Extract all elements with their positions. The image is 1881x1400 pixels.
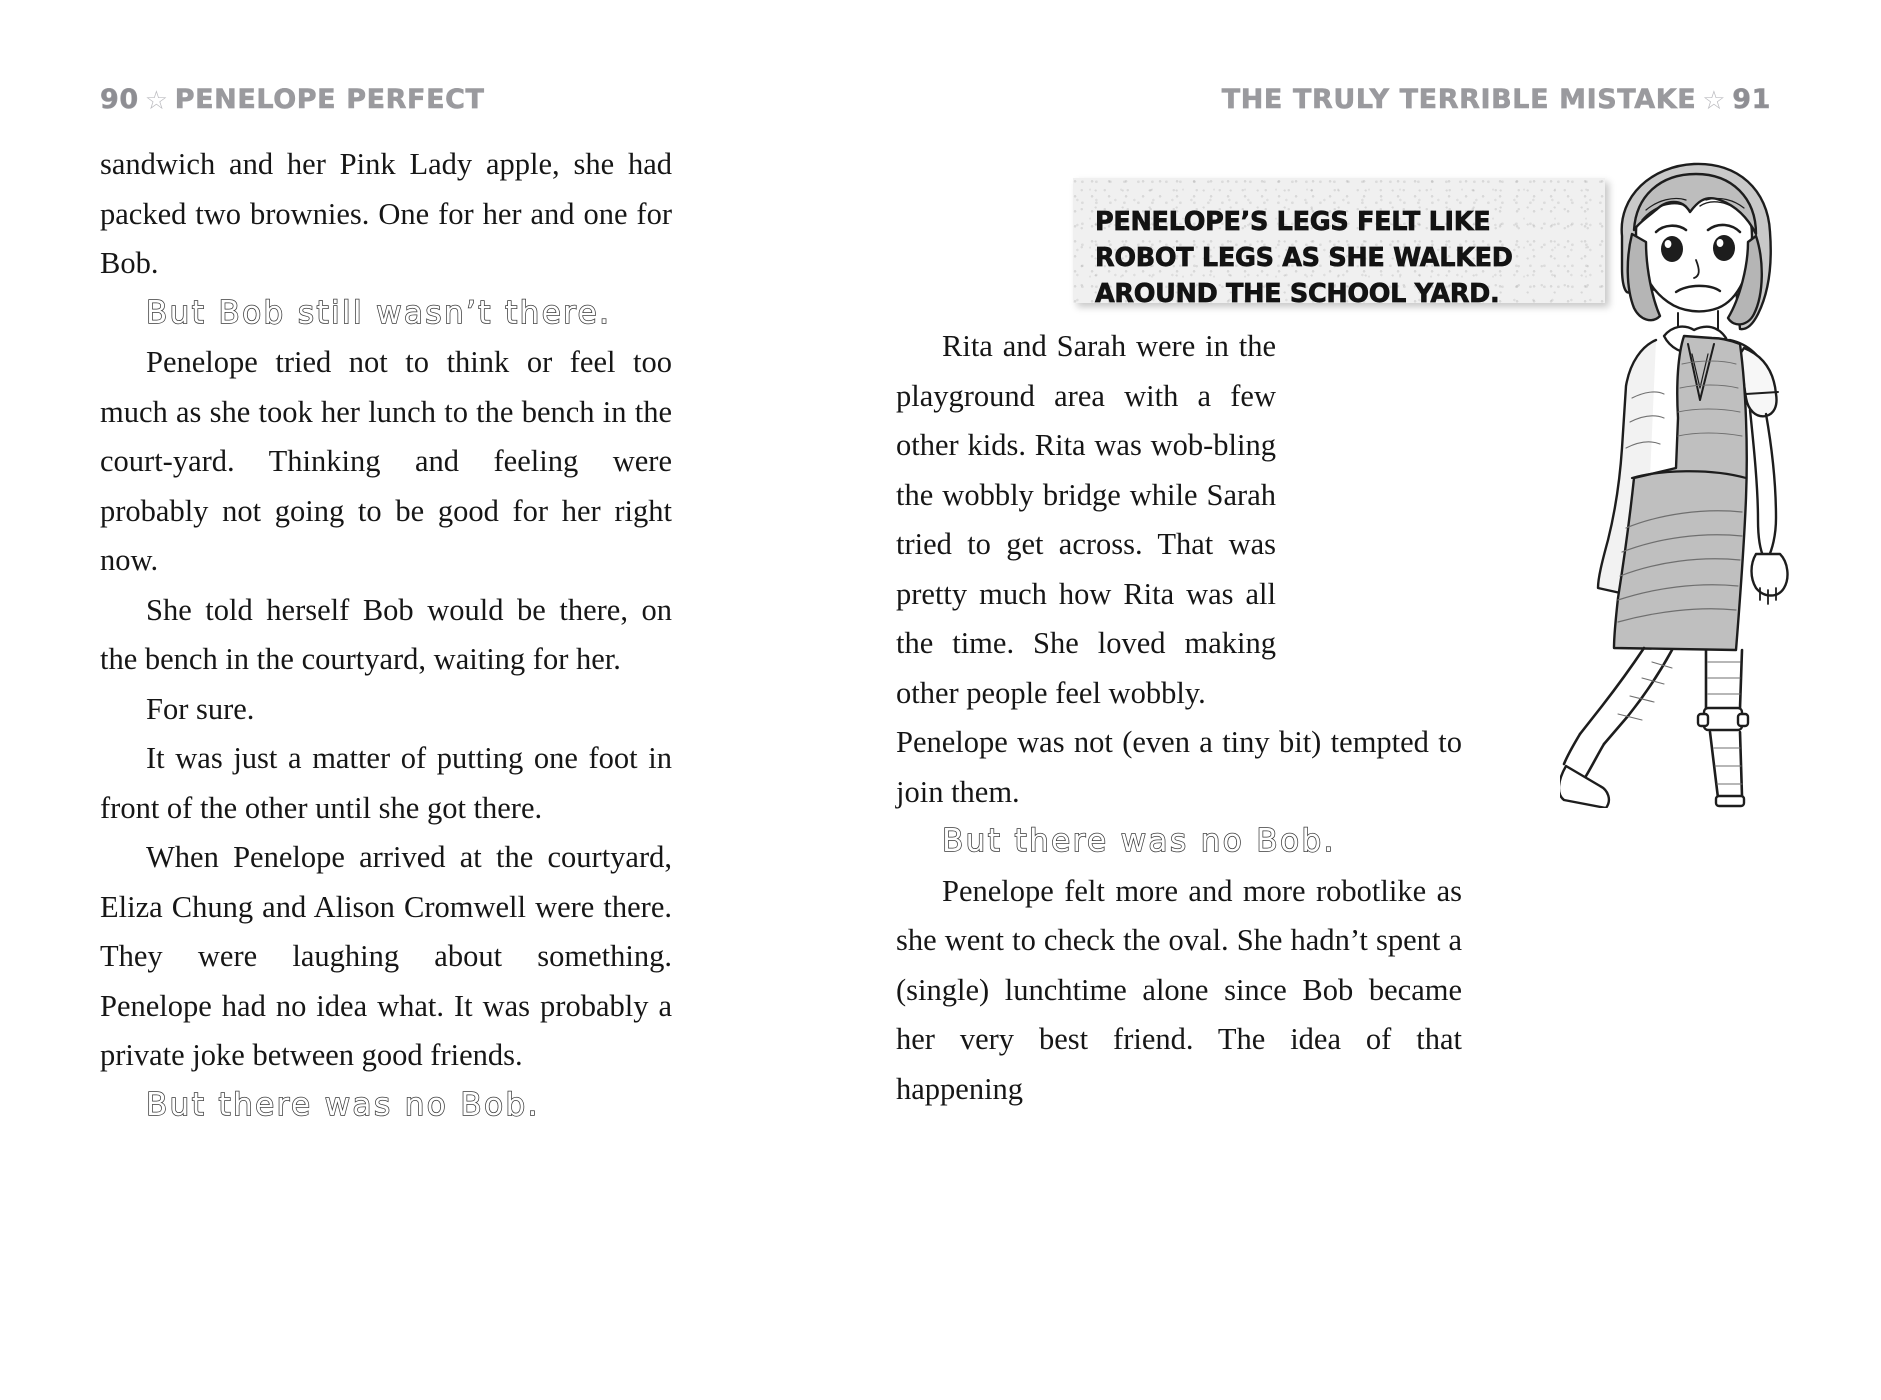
- paragraph: Penelope tried not to think or feel too much as she took her lunch to the bench in the court-yard. Thinking and feeling were probably not going to be good for her right now.: [100, 345, 672, 577]
- hand-lettered-line: But there was no Bob.: [146, 1086, 540, 1123]
- star-icon-right: ☆: [1702, 86, 1727, 116]
- paragraph: For sure.: [146, 691, 255, 726]
- page-number-left: 90: [100, 84, 139, 115]
- left-page-text-column: [100, 140, 672, 1130]
- callout-box: [1073, 178, 1605, 309]
- penelope-robot-legs-illustration: [1560, 148, 1860, 808]
- running-head-left: [100, 84, 485, 115]
- hand-lettered-line: But there was no Bob.: [942, 823, 1336, 859]
- running-head-right: [1222, 84, 1771, 115]
- hand-lettered-line: But Bob still wasn’t there.: [146, 294, 612, 331]
- page-number-right: 91: [1732, 84, 1771, 115]
- narrow-wrap-block: [896, 322, 1276, 718]
- paragraph-continued: sandwich and her Pink Lady apple, she had packed two brownies. One for her and one for Bob.: [100, 147, 672, 280]
- star-icon-left: ☆: [144, 86, 169, 116]
- paragraph: When Penelope arrived at the courtyard, Eliza Chung and Alison Cromwell were there. They were laughing about something. Penelope had no idea what. It was probably a private joke between good friends.: [100, 840, 672, 1072]
- chapter-title-right: THE TRULY TERRIBLE MISTAKE: [1221, 84, 1697, 115]
- paragraph-continued: Penelope was not (even a tiny bit) tempted to join them.: [896, 725, 1462, 809]
- paragraph: It was just a matter of putting one foot in front of the other until she got there.: [100, 741, 672, 825]
- paragraph: Rita and Sarah were in the playground area with a few other kids. Rita was wob-bling the wobbly bridge while Sarah tried to get across. That was pretty much how Rita was all the time. She loved making other people feel wobbly.: [896, 329, 1276, 710]
- paragraph: She told herself Bob would be there, on the bench in the courtyard, waiting for her.: [100, 592, 672, 676]
- book-title-left: PENELOPE PERFECT: [174, 84, 485, 115]
- paragraph: Penelope felt more and more robotlike as she went to check the oval. She hadn’t spent a (single) lunchtime alone since Bob became her very best friend. The idea of that happening: [896, 873, 1462, 1106]
- callout-text: PENELOPE’S LEGS FELT LIKE ROBOT LEGS AS SHE WALKED AROUND THE SCHOOL YARD.: [1095, 207, 1513, 309]
